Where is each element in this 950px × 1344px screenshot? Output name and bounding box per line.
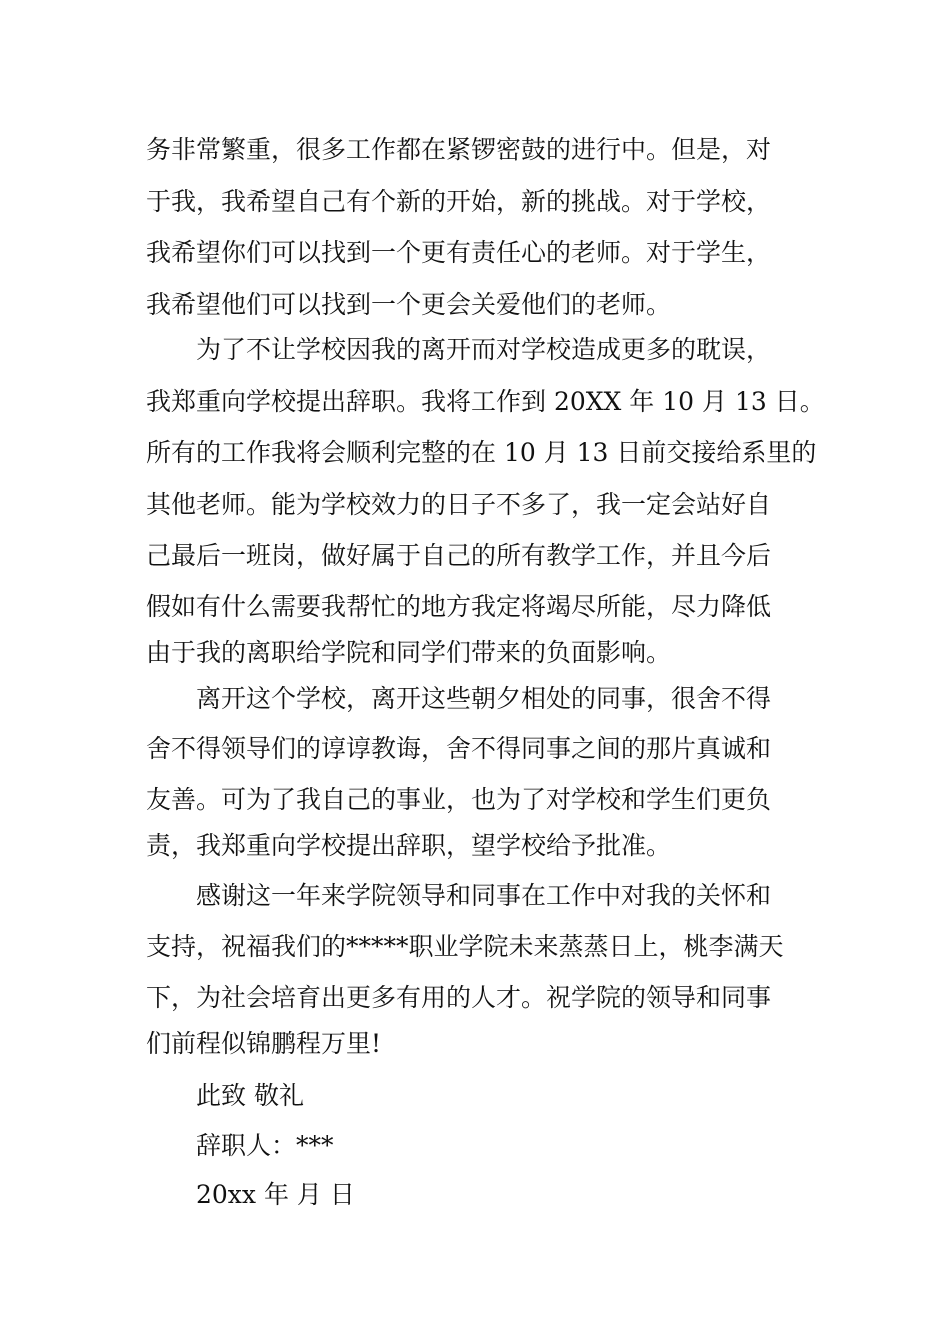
text-line: 支持，祝福我们的*****职业学院未来蒸蒸日上，桃李满天 xyxy=(146,932,784,961)
text-line: 下，为社会培育出更多有用的人才。祝学院的领导和同事 xyxy=(146,983,772,1012)
text-line: 友善。可为了我自己的事业，也为了对学校和学生们更负 xyxy=(146,785,772,814)
text-line: 舍不得领导们的谆谆教诲，舍不得同事之间的那片真诚和 xyxy=(146,734,772,763)
paragraph-start-line: 离开这个学校，离开这些朝夕相处的同事，很舍不得 xyxy=(196,684,772,713)
text-line: 由于我的离职给学院和同学们带来的负面影响。 xyxy=(146,638,672,667)
closing-salutation: 此致 敬礼 xyxy=(196,1081,304,1110)
text-line: 我郑重向学校提出辞职。我将工作到 20XX 年 10 月 13 日。 xyxy=(146,387,825,416)
text-line: 己最后一班岗，做好属于自己的所有教学工作，并且今后 xyxy=(146,541,772,570)
paragraph-start-line: 感谢这一年来学院领导和同事在工作中对我的关怀和 xyxy=(196,881,772,910)
text-line: 务非常繁重，很多工作都在紧锣密鼓的进行中。但是，对 xyxy=(146,135,772,164)
signature-line: 辞职人：*** xyxy=(196,1131,334,1160)
text-line: 于我，我希望自己有个新的开始，新的挑战。对于学校， xyxy=(146,187,772,216)
text-line: 其他老师。能为学校效力的日子不多了，我一定会站好自 xyxy=(146,490,772,519)
text-line: 假如有什么需要我帮忙的地方我定将竭尽所能，尽力降低 xyxy=(146,592,772,621)
text-line: 们前程似锦鹏程万里! xyxy=(146,1029,382,1058)
text-line: 所有的工作我将会顺利完整的在 10 月 13 日前交接给系里的 xyxy=(146,438,817,467)
text-line: 我希望你们可以找到一个更有责任心的老师。对于学生， xyxy=(146,238,772,267)
paragraph-start-line: 为了不让学校因我的离开而对学校造成更多的耽误， xyxy=(196,335,772,364)
date-line: 20xx 年 月 日 xyxy=(196,1180,355,1209)
text-line: 责，我郑重向学校提出辞职，望学校给予批准。 xyxy=(146,831,672,860)
text-line: 我希望他们可以找到一个更会关爱他们的老师。 xyxy=(146,290,672,319)
